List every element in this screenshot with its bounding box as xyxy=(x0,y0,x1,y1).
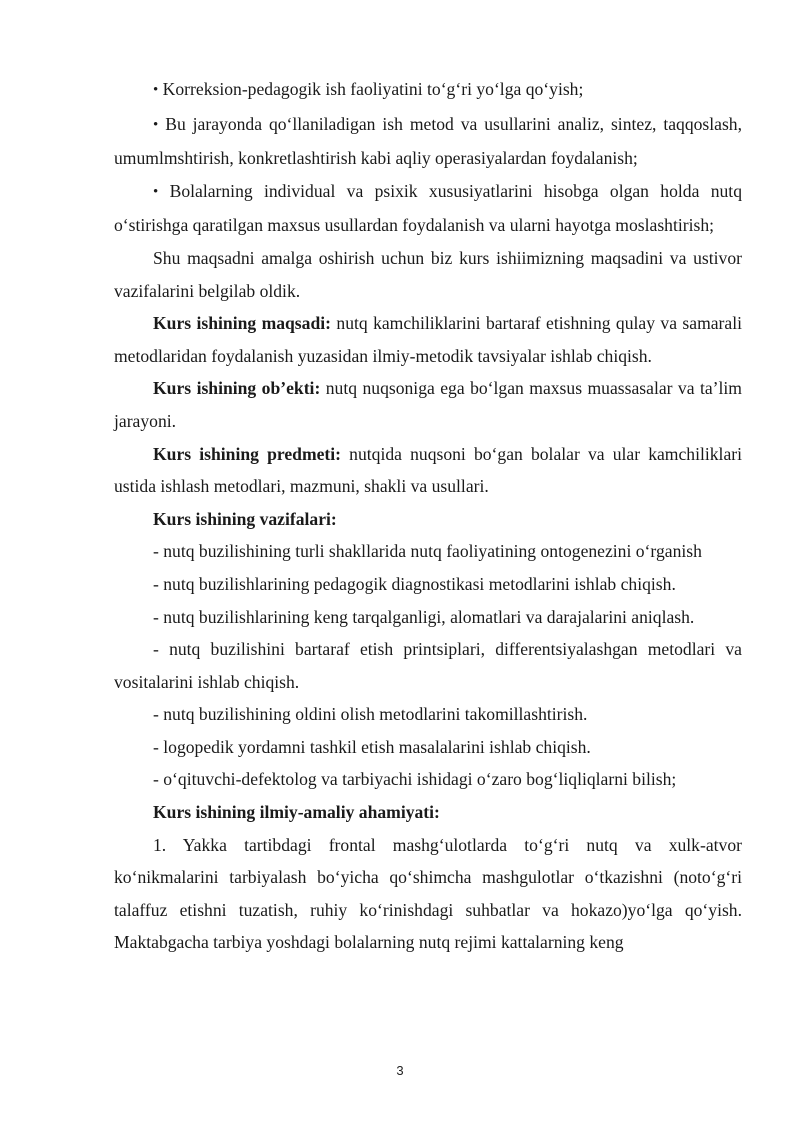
object-label: Kurs ishining ob’ekti: xyxy=(153,378,321,399)
goal-text: nutq kamchiliklarini bartaraf etishning qulay va samarali metodlaridan foydalanish yuzasidan ilmiy-metodik tavsiyalar ishlab chiqish. xyxy=(114,313,743,366)
tasks-heading xyxy=(114,503,742,536)
goal-label: Kurs ishining maqsadi: xyxy=(153,313,331,334)
task-item: - nutq buzilishini bartaraf etish printsiplari, differentsiyalashgan metodlari va vositalarini ishlab chiqish. xyxy=(114,639,742,692)
subject-text: nutqida nuqsoni bo‘gan bolalar va ular kamchiliklari ustida ishlash metodlari, mazmuni, shakli va usullari. xyxy=(114,443,743,497)
task-item: - nutq buzilishining turli shakllarida nutq faoliyatining ontogenezini o‘rganish xyxy=(153,541,702,562)
object-paragraph xyxy=(114,372,742,437)
bullet-text: Bu jarayonda qo‘llaniladigan ish metod va usullarini analiz, sintez, taqqoslash, umumlmshtirish, konkretlashtirish kabi aqliy operasiyalardan foydalanish; xyxy=(114,113,742,169)
bullet-icon: • xyxy=(153,183,159,200)
bullet-icon: • xyxy=(153,82,159,98)
subject-paragraph xyxy=(114,438,742,503)
tasks-label: Kurs ishining vazifalari: xyxy=(153,508,337,529)
significance-label: Kurs ishining ilmiy-amaliy ahamiyati: xyxy=(153,802,440,823)
task-item: - nutq buzilishlarining pedagogik diagnostikasi metodlarini ishlab chiqish. xyxy=(153,573,676,594)
bullet-item-2 xyxy=(114,108,742,175)
task-item: - logopedik yordamni tashkil etish masalalarini ishlab chiqish. xyxy=(153,736,591,757)
significance-heading xyxy=(114,796,742,829)
bullet-text: Bolalarning individual va psixik xususiyatlarini hisobga olgan holda nutq o‘stirishga qaratilgan maxsus usullardan foydalanish va ularni hayotga moslashtirish; xyxy=(114,180,742,236)
page-body xyxy=(114,73,742,959)
task-item: - nutq buzilishlarining keng tarqalganligi, alomatlari va darajalarini aniqlash. xyxy=(153,606,695,627)
task-item: - o‘qituvchi-defektolog va tarbiyachi ishidagi o‘zaro bog‘liqliqlarni bilish; xyxy=(153,769,677,790)
significance-item-1: 1. Yakka tartibdagi frontal mashg‘ulotlarda to‘g‘ri nutq va xulk-atvor ko‘nikmalarini tarbiyalash bo‘yicha qo‘shimcha mashgulotlar o‘tkazishni (noto‘g‘ri talaffuz etishni tuzatish, ruhiy ko‘rinishdagi suhbatlar va hokazo)yo‘lga qo‘yish. Maktabgacha tarbiya yoshdagi bolalarning nutq rejimi kattalarning keng xyxy=(114,834,742,953)
goal-paragraph xyxy=(114,307,742,372)
bullet-item-3 xyxy=(114,175,742,242)
bullet-text: Korreksion-pedagogik ish faoliyatini to‘g‘ri yo‘lga qo‘yish; xyxy=(162,79,584,99)
intro-paragraph: Shu maqsadni amalga oshirish uchun biz kurs ishiimizning maqsadini va ustivor vazifalarini belgilab oldik. xyxy=(114,247,742,301)
subject-label: Kurs ishining predmeti: xyxy=(153,443,342,464)
page-number: 3 xyxy=(396,1063,404,1078)
bullet-item-1 xyxy=(114,73,742,108)
object-text: nutq nuqsoniga ega bo‘lgan maxsus muassasalar va ta’lim jarayoni. xyxy=(114,378,742,431)
bullet-icon: • xyxy=(153,116,159,133)
task-item: - nutq buzilishining oldini olish metodlarini takomillashtirish. xyxy=(153,704,588,725)
